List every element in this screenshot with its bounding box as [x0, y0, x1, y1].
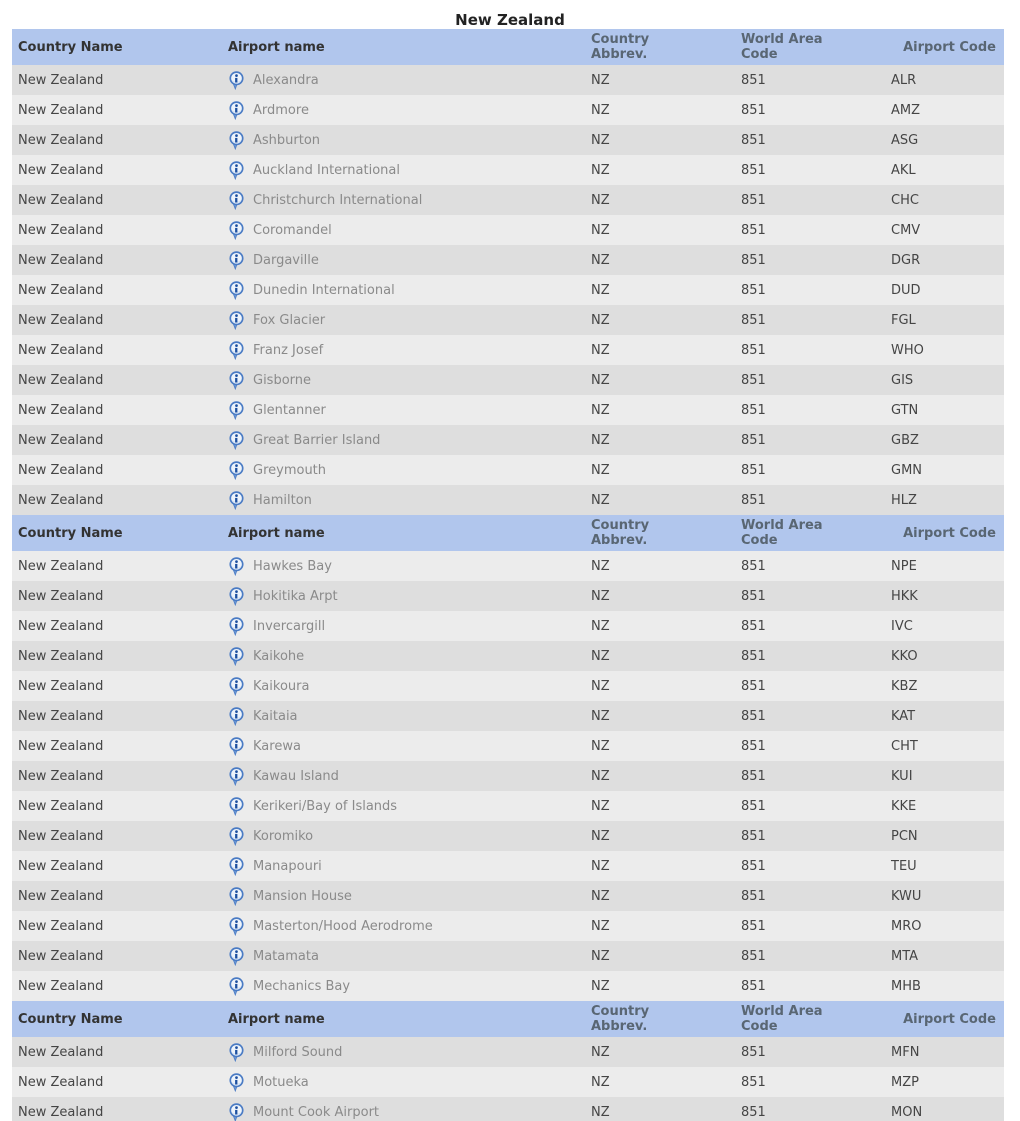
info-icon[interactable] [228, 281, 245, 300]
world-area-code-cell: 851 [741, 72, 766, 88]
airport-code-cell: DGR [891, 252, 921, 268]
airport-code-cell: HLZ [891, 492, 917, 508]
airport-name-cell [222, 191, 585, 210]
column-header-label: Country Name [18, 525, 123, 541]
world-area-code-cell: 851 [741, 828, 766, 844]
country-name-cell: New Zealand [18, 72, 104, 88]
airport-name-cell [222, 647, 585, 666]
airport-code-cell: MTA [891, 948, 919, 964]
column-header-airport-code [885, 40, 1004, 55]
world-area-code-cell: 851 [741, 102, 766, 118]
world-area-code-cell: 851 [741, 978, 766, 994]
world-area-code-cell: 851 [741, 312, 766, 328]
country-abbrev-cell: NZ [591, 192, 610, 208]
world-area-code-cell: 851 [741, 132, 766, 148]
country-abbrev-cell: NZ [591, 588, 610, 604]
airport-name-cell [222, 371, 585, 390]
info-icon[interactable] [228, 371, 245, 390]
table-row [12, 95, 1004, 125]
airport-code-cell: MON [891, 1104, 923, 1120]
airport-code-cell: AMZ [891, 102, 921, 118]
airport-code-cell: KWU [891, 888, 922, 904]
country-name-cell: New Zealand [18, 618, 104, 634]
country-abbrev-cell: NZ [591, 1104, 610, 1120]
column-header-country-name [12, 526, 222, 541]
country-abbrev-cell: NZ [591, 738, 610, 754]
country-name-cell: New Zealand [18, 162, 104, 178]
airport-name-cell [222, 251, 585, 270]
country-name-cell: New Zealand [18, 948, 104, 964]
column-header-world-area-code [735, 518, 885, 548]
table-header-row [12, 515, 1004, 551]
airport-name-label: Milford Sound [253, 1044, 343, 1060]
airport-name-cell [222, 401, 585, 420]
info-icon[interactable] [228, 191, 245, 210]
country-abbrev-cell: NZ [591, 828, 610, 844]
column-header-label: Airport Code [903, 525, 996, 541]
airport-name-cell [222, 431, 585, 450]
airport-code-cell: CMV [891, 222, 921, 238]
airport-name-cell [222, 947, 585, 966]
airport-code-cell: NPE [891, 558, 917, 574]
table-row [12, 125, 1004, 155]
airport-code-cell: GMN [891, 462, 923, 478]
info-icon[interactable] [228, 221, 245, 240]
airport-code-cell: KBZ [891, 678, 918, 694]
airport-code-cell: CHC [891, 192, 919, 208]
world-area-code-cell: 851 [741, 492, 766, 508]
info-icon[interactable] [228, 707, 245, 726]
airport-name-label: Masterton/Hood Aerodrome [253, 918, 433, 934]
airport-name-label: Kaikoura [253, 678, 310, 694]
airport-name-cell [222, 977, 585, 996]
table-row [12, 335, 1004, 365]
table-row [12, 851, 1004, 881]
info-icon[interactable] [228, 767, 245, 786]
country-name-cell: New Zealand [18, 708, 104, 724]
table-row [12, 701, 1004, 731]
table-row [12, 971, 1004, 1001]
country-abbrev-cell: NZ [591, 492, 610, 508]
table-row [12, 65, 1004, 95]
airport-name-cell [222, 491, 585, 510]
column-header-airport-code [885, 1012, 1004, 1027]
airport-name-label: Matamata [253, 948, 319, 964]
info-icon[interactable] [228, 101, 245, 120]
airport-code-cell: MZP [891, 1074, 919, 1090]
country-name-cell: New Zealand [18, 558, 104, 574]
world-area-code-cell: 851 [741, 192, 766, 208]
airport-name-cell [222, 737, 585, 756]
page-title: New Zealand [455, 11, 565, 29]
world-area-code-cell: 851 [741, 708, 766, 724]
info-icon[interactable] [228, 1103, 245, 1121]
airport-name-cell [222, 131, 585, 150]
airport-name-label: Glentanner [253, 402, 326, 418]
table-row [12, 551, 1004, 581]
country-abbrev-cell: NZ [591, 402, 610, 418]
country-name-cell: New Zealand [18, 132, 104, 148]
world-area-code-cell: 851 [741, 618, 766, 634]
country-abbrev-cell: NZ [591, 72, 610, 88]
airport-name-cell [222, 557, 585, 576]
country-abbrev-cell: NZ [591, 162, 610, 178]
airport-name-cell [222, 587, 585, 606]
airport-code-cell: FGL [891, 312, 916, 328]
airport-code-cell: MFN [891, 1044, 920, 1060]
column-header-country-abbrev [585, 1004, 735, 1034]
table-row [12, 581, 1004, 611]
country-name-cell: New Zealand [18, 738, 104, 754]
airport-name-cell [222, 341, 585, 360]
info-icon[interactable] [228, 737, 245, 756]
info-icon[interactable] [228, 827, 245, 846]
airport-code-cell: IVC [891, 618, 913, 634]
airport-name-label: Auckland International [253, 162, 400, 178]
airport-name-cell [222, 221, 585, 240]
table-row [12, 395, 1004, 425]
country-abbrev-cell: NZ [591, 432, 610, 448]
info-icon[interactable] [228, 917, 245, 936]
info-icon[interactable] [228, 857, 245, 876]
world-area-code-cell: 851 [741, 918, 766, 934]
table-row [12, 155, 1004, 185]
airport-name-label: Gisborne [253, 372, 312, 388]
world-area-code-cell: 851 [741, 1074, 766, 1090]
table-row [12, 1097, 1004, 1121]
column-header-label: World Area Code [741, 518, 823, 548]
country-abbrev-cell: NZ [591, 918, 610, 934]
column-header-label: Airport name [228, 39, 325, 55]
country-name-cell: New Zealand [18, 312, 104, 328]
world-area-code-cell: 851 [741, 648, 766, 664]
airport-name-cell [222, 887, 585, 906]
airport-code-cell: GIS [891, 372, 914, 388]
table-row [12, 305, 1004, 335]
airport-name-label: Motueka [253, 1074, 309, 1090]
world-area-code-cell: 851 [741, 738, 766, 754]
airport-name-cell [222, 797, 585, 816]
world-area-code-cell: 851 [741, 858, 766, 874]
info-icon[interactable] [228, 161, 245, 180]
info-icon[interactable] [228, 557, 245, 576]
column-header-label: Airport Code [903, 39, 996, 55]
world-area-code-cell: 851 [741, 432, 766, 448]
airport-code-cell: KUI [891, 768, 913, 784]
country-name-cell: New Zealand [18, 102, 104, 118]
table-row [12, 365, 1004, 395]
country-abbrev-cell: NZ [591, 282, 610, 298]
country-name-cell: New Zealand [18, 678, 104, 694]
airport-name-label: Dunedin International [253, 282, 395, 298]
info-icon[interactable] [228, 887, 245, 906]
country-abbrev-cell: NZ [591, 132, 610, 148]
airport-code-cell: MHB [891, 978, 921, 994]
country-abbrev-cell: NZ [591, 618, 610, 634]
country-abbrev-cell: NZ [591, 948, 610, 964]
country-name-cell: New Zealand [18, 342, 104, 358]
airport-name-label: Greymouth [253, 462, 327, 478]
table-row [12, 821, 1004, 851]
airport-name-label: Ardmore [253, 102, 309, 118]
world-area-code-cell: 851 [741, 162, 766, 178]
world-area-code-cell: 851 [741, 342, 766, 358]
info-icon[interactable] [228, 311, 245, 330]
world-area-code-cell: 851 [741, 888, 766, 904]
country-name-cell: New Zealand [18, 372, 104, 388]
info-icon[interactable] [228, 341, 245, 360]
info-icon[interactable] [228, 461, 245, 480]
country-abbrev-cell: NZ [591, 798, 610, 814]
country-abbrev-cell: NZ [591, 222, 610, 238]
airport-name-label: Fox Glacier [253, 312, 326, 328]
airport-name-label: Dargaville [253, 252, 319, 268]
column-header-label: Country Name [18, 39, 123, 55]
country-name-cell: New Zealand [18, 222, 104, 238]
airport-name-label: Kawau Island [253, 768, 339, 784]
airport-code-cell: GBZ [891, 432, 919, 448]
airport-name-label: Kaikohe [253, 648, 305, 664]
country-name-cell: New Zealand [18, 462, 104, 478]
airport-name-cell [222, 161, 585, 180]
airport-name-label: Mansion House [253, 888, 352, 904]
airport-name-label: Great Barrier Island [253, 432, 381, 448]
table-row [12, 185, 1004, 215]
airport-code-cell: KKO [891, 648, 918, 664]
table-row [12, 425, 1004, 455]
table-row [12, 275, 1004, 305]
column-header-label: Country Abbrev. [591, 1004, 650, 1034]
country-abbrev-cell: NZ [591, 342, 610, 358]
info-icon[interactable] [228, 1043, 245, 1062]
country-name-cell: New Zealand [18, 888, 104, 904]
country-name-cell: New Zealand [18, 648, 104, 664]
airport-name-label: Karewa [253, 738, 301, 754]
airports-table [12, 29, 1004, 1121]
info-icon[interactable] [228, 647, 245, 666]
country-name-cell: New Zealand [18, 402, 104, 418]
country-abbrev-cell: NZ [591, 768, 610, 784]
table-row [12, 791, 1004, 821]
info-icon[interactable] [228, 1073, 245, 1092]
country-name-cell: New Zealand [18, 492, 104, 508]
country-abbrev-cell: NZ [591, 558, 610, 574]
info-icon[interactable] [228, 401, 245, 420]
world-area-code-cell: 851 [741, 948, 766, 964]
airport-name-label: Koromiko [253, 828, 314, 844]
table-row [12, 455, 1004, 485]
country-abbrev-cell: NZ [591, 1044, 610, 1060]
world-area-code-cell: 851 [741, 768, 766, 784]
info-icon[interactable] [228, 797, 245, 816]
airport-name-cell [222, 71, 585, 90]
country-name-cell: New Zealand [18, 1104, 104, 1120]
airport-name-cell [222, 311, 585, 330]
info-icon[interactable] [228, 131, 245, 150]
world-area-code-cell: 851 [741, 558, 766, 574]
airport-code-cell: ASG [891, 132, 919, 148]
country-abbrev-cell: NZ [591, 102, 610, 118]
country-name-cell: New Zealand [18, 978, 104, 994]
column-header-label: Country Abbrev. [591, 518, 650, 548]
table-row [12, 215, 1004, 245]
country-abbrev-cell: NZ [591, 858, 610, 874]
airport-code-cell: MRO [891, 918, 922, 934]
airport-name-cell [222, 281, 585, 300]
airport-name-cell [222, 1043, 585, 1062]
airport-name-cell [222, 677, 585, 696]
airport-name-label: Coromandel [253, 222, 332, 238]
country-abbrev-cell: NZ [591, 462, 610, 478]
table-row [12, 881, 1004, 911]
table-row [12, 611, 1004, 641]
world-area-code-cell: 851 [741, 462, 766, 478]
airport-name-cell [222, 1073, 585, 1092]
column-header-country-abbrev [585, 32, 735, 62]
airport-name-cell [222, 767, 585, 786]
table-row [12, 245, 1004, 275]
airport-code-cell: KAT [891, 708, 916, 724]
column-header-country-name [12, 1012, 222, 1027]
airport-name-cell [222, 1103, 585, 1121]
column-header-label: Airport name [228, 525, 325, 541]
country-name-cell: New Zealand [18, 828, 104, 844]
table-row [12, 941, 1004, 971]
airport-name-label: Manapouri [253, 858, 322, 874]
table-row [12, 485, 1004, 515]
country-name-cell: New Zealand [18, 252, 104, 268]
world-area-code-cell: 851 [741, 372, 766, 388]
info-icon[interactable] [228, 251, 245, 270]
airport-name-label: Kerikeri/Bay of Islands [253, 798, 398, 814]
table-row [12, 641, 1004, 671]
country-abbrev-cell: NZ [591, 312, 610, 328]
column-header-country-abbrev [585, 518, 735, 548]
airport-name-cell [222, 101, 585, 120]
table-header-row [12, 1001, 1004, 1037]
airport-name-cell [222, 617, 585, 636]
airport-code-cell: AKL [891, 162, 916, 178]
country-abbrev-cell: NZ [591, 678, 610, 694]
airport-code-cell: PCN [891, 828, 918, 844]
airport-name-cell [222, 827, 585, 846]
country-name-cell: New Zealand [18, 192, 104, 208]
world-area-code-cell: 851 [741, 1044, 766, 1060]
column-header-label: World Area Code [741, 32, 823, 62]
country-abbrev-cell: NZ [591, 708, 610, 724]
airport-code-cell: GTN [891, 402, 919, 418]
airport-name-label: Hamilton [253, 492, 312, 508]
info-icon[interactable] [228, 71, 245, 90]
airport-code-cell: HKK [891, 588, 918, 604]
country-abbrev-cell: NZ [591, 648, 610, 664]
info-icon[interactable] [228, 491, 245, 510]
column-header-label: Airport Code [903, 1011, 996, 1027]
country-abbrev-cell: NZ [591, 888, 610, 904]
country-name-cell: New Zealand [18, 588, 104, 604]
world-area-code-cell: 851 [741, 798, 766, 814]
country-name-cell: New Zealand [18, 1074, 104, 1090]
table-row [12, 911, 1004, 941]
table-row [12, 1037, 1004, 1067]
world-area-code-cell: 851 [741, 1104, 766, 1120]
airport-name-cell [222, 857, 585, 876]
airport-code-cell: ALR [891, 72, 917, 88]
world-area-code-cell: 851 [741, 252, 766, 268]
info-icon[interactable] [228, 617, 245, 636]
column-header-world-area-code [735, 1004, 885, 1034]
info-icon[interactable] [228, 431, 245, 450]
country-name-cell: New Zealand [18, 918, 104, 934]
airport-name-label: Kaitaia [253, 708, 298, 724]
world-area-code-cell: 851 [741, 222, 766, 238]
country-abbrev-cell: NZ [591, 1074, 610, 1090]
airport-name-label: Mechanics Bay [253, 978, 351, 994]
country-abbrev-cell: NZ [591, 372, 610, 388]
table-header-row [12, 29, 1004, 65]
table-row [12, 1067, 1004, 1097]
airport-name-label: Hokitika Arpt [253, 588, 338, 604]
country-name-cell: New Zealand [18, 768, 104, 784]
airport-code-cell: TEU [891, 858, 917, 874]
column-header-label: Airport name [228, 1011, 325, 1027]
airport-name-cell [222, 707, 585, 726]
country-name-cell: New Zealand [18, 858, 104, 874]
info-icon[interactable] [228, 947, 245, 966]
country-name-cell: New Zealand [18, 282, 104, 298]
airport-code-cell: KKE [891, 798, 917, 814]
country-name-cell: New Zealand [18, 432, 104, 448]
airport-name-label: Christchurch International [253, 192, 423, 208]
column-header-label: Country Abbrev. [591, 32, 650, 62]
airport-name-label: Mount Cook Airport [253, 1104, 380, 1120]
info-icon[interactable] [228, 677, 245, 696]
airport-name-cell [222, 461, 585, 480]
airport-name-label: Alexandra [253, 72, 319, 88]
world-area-code-cell: 851 [741, 678, 766, 694]
airport-code-cell: WHO [891, 342, 924, 358]
world-area-code-cell: 851 [741, 588, 766, 604]
column-header-airport-name [222, 526, 585, 541]
airport-name-label: Franz Josef [253, 342, 324, 358]
country-abbrev-cell: NZ [591, 978, 610, 994]
world-area-code-cell: 851 [741, 282, 766, 298]
column-header-airport-code [885, 526, 1004, 541]
table-row [12, 731, 1004, 761]
airport-name-cell [222, 917, 585, 936]
table-row [12, 761, 1004, 791]
column-header-world-area-code [735, 32, 885, 62]
airport-name-label: Ashburton [253, 132, 321, 148]
country-abbrev-cell: NZ [591, 252, 610, 268]
column-header-airport-name [222, 40, 585, 55]
column-header-label: World Area Code [741, 1004, 823, 1034]
world-area-code-cell: 851 [741, 402, 766, 418]
column-header-country-name [12, 40, 222, 55]
column-header-label: Country Name [18, 1011, 123, 1027]
airport-code-cell: CHT [891, 738, 918, 754]
airport-name-label: Invercargill [253, 618, 326, 634]
table-row [12, 671, 1004, 701]
column-header-airport-name [222, 1012, 585, 1027]
airport-code-cell: DUD [891, 282, 921, 298]
info-icon[interactable] [228, 977, 245, 996]
airport-name-label: Hawkes Bay [253, 558, 332, 574]
info-icon[interactable] [228, 587, 245, 606]
country-name-cell: New Zealand [18, 1044, 104, 1060]
country-name-cell: New Zealand [18, 798, 104, 814]
